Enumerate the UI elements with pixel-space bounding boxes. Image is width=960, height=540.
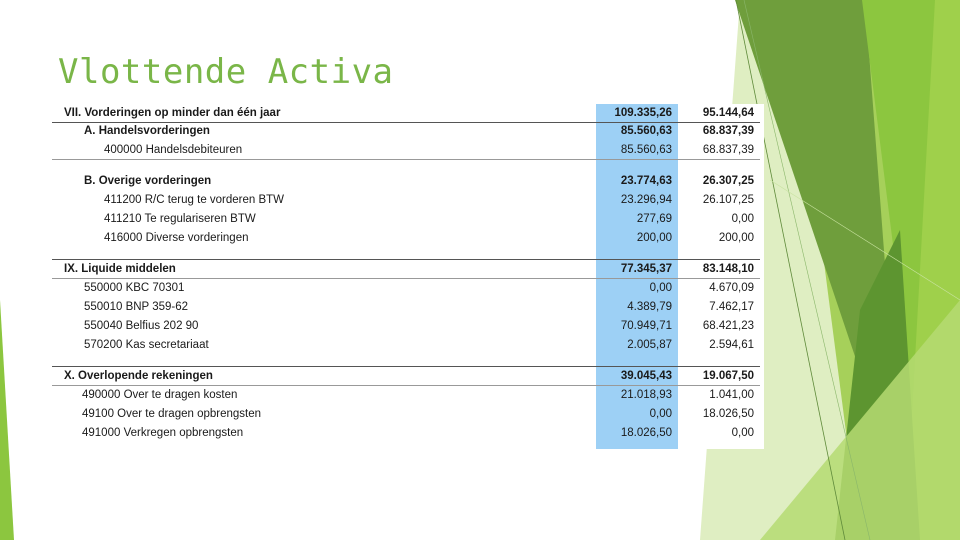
table-row xyxy=(52,260,760,278)
row-value-current: 23.296,94 xyxy=(620,194,672,206)
row-value-current: 77.345,37 xyxy=(620,263,672,275)
row-value-current: 21.018,93 xyxy=(620,389,672,401)
table-row xyxy=(52,336,760,354)
divider xyxy=(52,385,760,386)
row-value-previous: 0,00 xyxy=(731,427,754,439)
table-row xyxy=(52,279,760,297)
row-label: 411210 Te regulariseren BTW xyxy=(104,213,256,225)
row-label: 550010 BNP 359-62 xyxy=(84,301,189,313)
table-row xyxy=(52,386,760,404)
table-row xyxy=(52,367,760,385)
row-value-current: 0,00 xyxy=(649,282,672,294)
row-label: 490000 Over te dragen kosten xyxy=(82,389,238,401)
row-value-previous: 26.307,25 xyxy=(702,175,754,187)
row-value-current: 277,69 xyxy=(636,213,672,225)
row-value-current: 23.774,63 xyxy=(620,175,672,187)
page-title: Vlottende Activa xyxy=(58,52,394,92)
row-value-previous: 4.670,09 xyxy=(709,282,754,294)
row-value-previous: 68.837,39 xyxy=(702,144,754,156)
divider xyxy=(52,278,760,279)
row-label: 416000 Diverse vorderingen xyxy=(104,232,249,244)
row-label: 400000 Handelsdebiteuren xyxy=(104,144,243,156)
row-value-current: 85.560,63 xyxy=(620,144,672,156)
table-row xyxy=(52,172,760,190)
table-row xyxy=(52,229,760,247)
row-value-previous: 0,00 xyxy=(731,213,754,225)
divider xyxy=(52,259,760,260)
row-label: A. Handelsvorderingen xyxy=(84,125,210,137)
divider xyxy=(52,122,760,123)
row-label: VII. Vorderingen op minder dan één jaar xyxy=(64,107,281,119)
row-value-current: 2.005,87 xyxy=(627,339,672,351)
row-label: 411200 R/C terug te vorderen BTW xyxy=(104,194,285,206)
row-label: 491000 Verkregen opbrengsten xyxy=(82,427,244,439)
row-value-current: 39.045,43 xyxy=(620,370,672,382)
divider xyxy=(52,159,760,160)
row-value-previous: 95.144,64 xyxy=(702,107,754,119)
row-value-previous: 68.421,23 xyxy=(702,320,754,332)
table-row xyxy=(52,424,760,442)
table-row xyxy=(52,210,760,228)
divider xyxy=(52,366,760,367)
table-row xyxy=(52,191,760,209)
row-value-current: 109.335,26 xyxy=(614,107,672,119)
deco-shape-left xyxy=(0,300,14,540)
row-label: 570200 Kas secretariaat xyxy=(84,339,209,351)
table-row xyxy=(52,122,760,140)
row-value-previous: 26.107,25 xyxy=(702,194,754,206)
row-label: 49100 Over te dragen opbrengsten xyxy=(82,408,262,420)
row-value-previous: 7.462,17 xyxy=(709,301,754,313)
row-label: 550040 Belfius 202 90 xyxy=(84,320,199,332)
row-value-previous: 2.594,61 xyxy=(709,339,754,351)
row-label: IX. Liquide middelen xyxy=(64,263,176,275)
row-value-current: 18.026,50 xyxy=(620,427,672,439)
row-value-current: 4.389,79 xyxy=(627,301,672,313)
row-value-current: 200,00 xyxy=(636,232,672,244)
row-value-previous: 18.026,50 xyxy=(702,408,754,420)
row-label: B. Overige vorderingen xyxy=(84,175,212,187)
row-value-current: 85.560,63 xyxy=(620,125,672,137)
row-label: X. Overlopende rekeningen xyxy=(64,370,213,382)
table-row xyxy=(52,405,760,423)
table-row xyxy=(52,104,760,122)
table-row xyxy=(52,317,760,335)
row-value-previous: 83.148,10 xyxy=(702,263,754,275)
table-row xyxy=(52,298,760,316)
row-label: 550000 KBC 70301 xyxy=(84,282,185,294)
row-value-previous: 200,00 xyxy=(718,232,754,244)
row-value-current: 0,00 xyxy=(649,408,672,420)
balance-sheet-table xyxy=(52,104,764,449)
row-value-previous: 68.837,39 xyxy=(702,125,754,137)
row-value-previous: 19.067,50 xyxy=(702,370,754,382)
table-row xyxy=(52,141,760,159)
row-value-current: 70.949,71 xyxy=(620,320,672,332)
row-value-previous: 1.041,00 xyxy=(709,389,754,401)
